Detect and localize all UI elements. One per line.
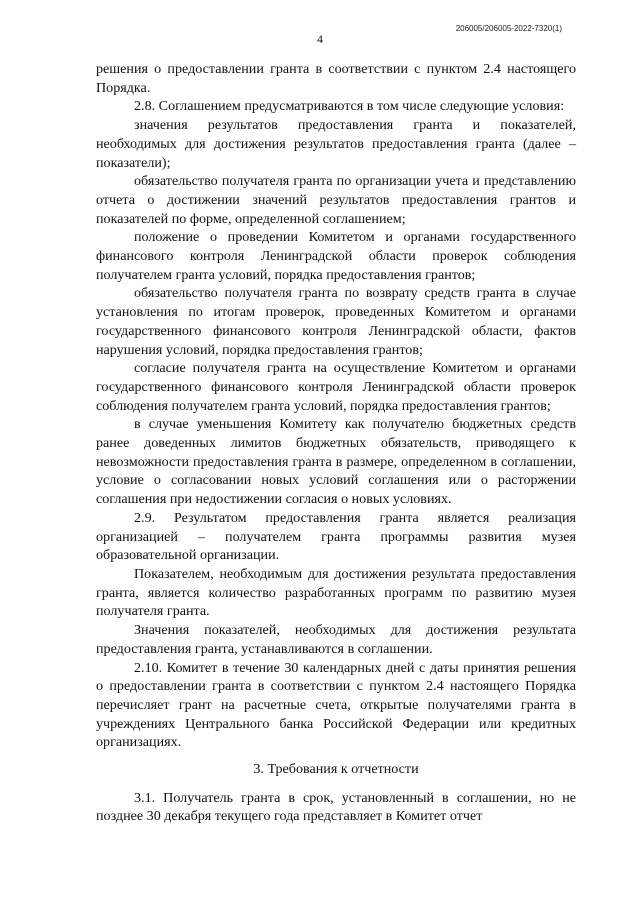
condition-item: обязательство получателя гранта по организации учета и представлению отчета о достижении значений результатов предоставления грантов и показателей по форме, определенной соглашением; — [96, 173, 576, 227]
condition-item: согласие получателя гранта на осуществление Комитетом и органами государственного финансового контроля Ленинградской области проверок соблюдения получателем гранта условий, порядка предоставления грантов; — [96, 360, 576, 414]
condition-item: в случае уменьшения Комитету как получателю бюджетных средств ранее доведенных лимитов бюджетных обязательств, приводящего к невозможности предоставления гранта в размере, определенном в соглашении, условие о согласовании новых условий соглашения или о расторжении соглашения при недостижении согласия о новых условиях. — [96, 416, 576, 508]
clause-3-1: 3.1. Получатель гранта в срок, установленный в соглашении, но не позднее 30 декабря текущего года представляет в Комитет отчет — [96, 789, 576, 825]
condition-item: положение о проведении Комитетом и органами государственного финансового контроля Ленинградской области проверок соблюдения получателем гранта условий, порядка предоставления грантов; — [96, 229, 576, 283]
document-number: 206005/206005-2022-7320(1) — [455, 24, 562, 33]
page-number: 4 — [317, 32, 323, 46]
clause-2-9: 2.9. Результатом предоставления гранта является реализация организацией – получателем гранта программы развития музея образовательной организации. — [96, 509, 576, 564]
condition-item: значения результатов предоставления гранта и показателей, необходимых для достижения результатов предоставления гранта (далее – показатели); — [96, 117, 576, 171]
clause-2-8: 2.8. Соглашением предусматриваются в том числе следующие условия: — [134, 98, 565, 115]
clause-2-10: 2.10. Комитет в течение 30 календарных дней с даты принятия решения о предоставлении гранта в соответствии с пунктом 2.4 настоящего Порядка перечисляет грант на расчетные счета, открытые получателями гранта в учреждениях Центрального банка Российской Федерации или кредитных организациях. — [96, 659, 576, 751]
document-body — [96, 60, 576, 826]
indicator-paragraph: Показателем, необходимым для достижения результата предоставления гранта, является количество разработанных программ по развитию музея получателя гранта. — [96, 565, 576, 620]
condition-item: обязательство получателя гранта по возврату средств гранта в случае установления по итогам проверок, проведенных Комитетом и органами государственного финансового контроля Ленинградской области, фактов нарушения условий, порядка предоставления грантов; — [96, 285, 576, 358]
indicator-values-paragraph: Значения показателей, необходимых для достижения результата предоставления гранта, устанавливаются в соглашении. — [96, 622, 576, 657]
section-heading: 3. Требования к отчетности — [253, 761, 419, 778]
paragraph-continuation: решения о предоставлении гранта в соответствии с пунктом 2.4 настоящего Порядка. — [96, 61, 576, 96]
